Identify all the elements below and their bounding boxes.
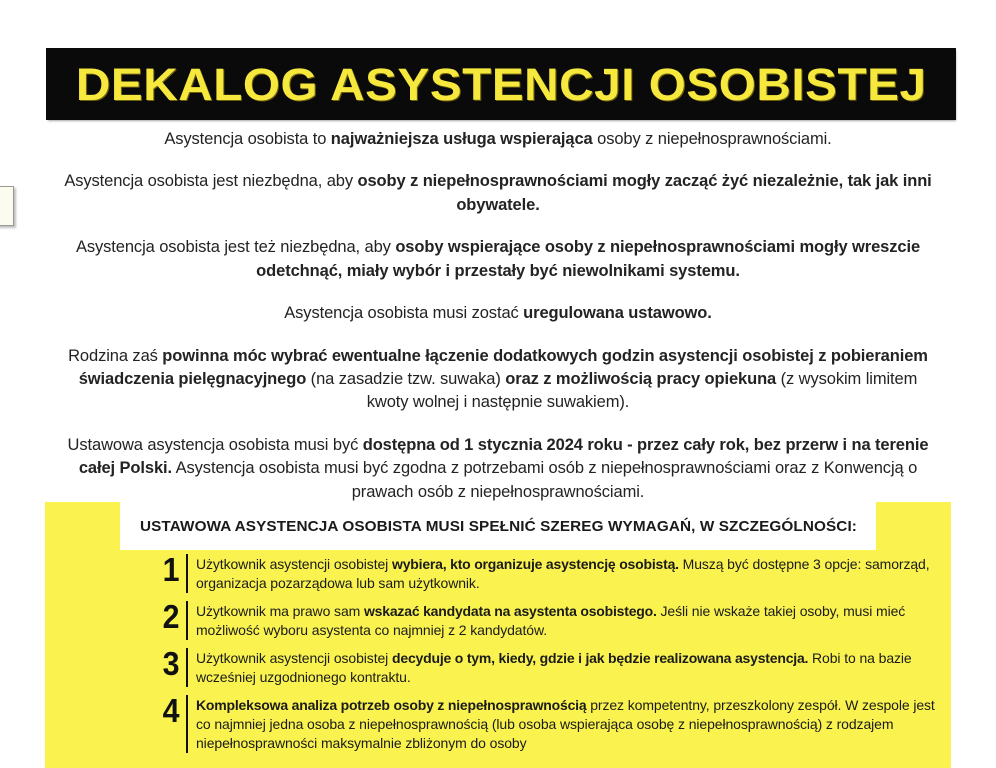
plain-text: Muszą być dostępne 3 opcje: samorząd, organizacja pozarządowa lub sam użytkownik.	[196, 556, 930, 592]
plain-text: Rodzina zaś	[68, 346, 163, 365]
plain-text: Asystencja osobista to	[164, 130, 331, 148]
plain-text: Użytkownik asystencji osobistej	[196, 556, 392, 572]
requirement-text	[196, 601, 935, 640]
emphasized-text: decyduje o tym, kiedy, gdzie i jak będzie realizowana asystencja.	[392, 650, 809, 667]
plain-text: Użytkownik asystencji osobistej	[196, 650, 392, 667]
emphasized-text: dostępna od 1 stycznia 2024 roku - przez cały rok, bez przerw i na terenie całej Polski.	[78, 435, 929, 478]
requirement-item	[145, 692, 935, 753]
title-banner	[47, 49, 955, 119]
page-title: DEKALOG ASYSTENCJI OSOBISTEJ	[75, 58, 927, 110]
intro-paragraph	[60, 170, 936, 217]
emphasized-text: najważniejsza usługa wspierająca	[330, 130, 593, 148]
plain-text: Jeśli nie wskaże takiej osoby, musi mieć możliwość wyboru asystenta co najmniej z 2 kandydatów.	[196, 603, 906, 639]
requirements-list	[145, 551, 935, 761]
intro-paragraph	[60, 236, 936, 283]
plain-text: przez kompetentny, przeszkolony zespół. W zespole jest co najmniej jedna osoba z niepełnosprawnością (lub osoba wspierająca osobę z niepełnosprawnością) z rodzajem niepełnosprawności maksymalnie zbliżonym do osoby	[196, 697, 935, 752]
requirement-number: 4	[162, 692, 180, 730]
plain-text: Asystencja osobista jest niezbędna, aby	[64, 172, 358, 191]
requirements-heading-band	[120, 502, 876, 550]
edge-popup-panel	[0, 186, 14, 226]
requirement-text	[196, 554, 935, 593]
plain-text: Asystencja osobista musi być zgodna z potrzebami osób z niepełnosprawnościami oraz z Konwencją o prawach osób z niepełnosprawnościami.	[172, 459, 918, 501]
emphasized-text: wybiera, kto organizuje asystencję osobistą.	[392, 556, 679, 572]
requirement-divider	[186, 554, 188, 593]
emphasized-text: osoby z niepełnosprawnościami mogły zacząć żyć niezależnie, tak jak inni obywatele.	[357, 172, 932, 214]
requirement-number: 3	[162, 645, 180, 683]
intro-paragraph	[60, 345, 936, 415]
emphasized-text: osoby wspierające osoby z niepełnosprawnościami mogły wreszcie odetchnąć, miały wybór i przestały być niewolnikami systemu.	[256, 238, 921, 280]
intro-paragraphs	[60, 128, 936, 504]
requirements-heading: USTAWOWA ASYSTENCJA OSOBISTA MUSI SPEŁNIĆ SZEREG WYMAGAŃ, W SZCZEGÓLNOŚCI:	[139, 517, 857, 535]
requirement-text	[196, 648, 935, 687]
plain-text: Robi to na bazie wcześniej uzgodnionego kontraktu.	[196, 650, 912, 686]
requirement-number: 1	[162, 551, 180, 588]
intro-paragraph	[60, 434, 936, 504]
requirement-item	[145, 598, 935, 640]
plain-text: osoby z niepełnosprawnościami.	[592, 130, 832, 148]
emphasized-text: powinna móc wybrać ewentualne łączenie dodatkowych godzin asystencji osobistej z pobieraniem świadczenia pielęgnacyjnego	[78, 346, 928, 388]
requirement-item	[145, 645, 935, 687]
plain-text: Ustawowa asystencja osobista musi być	[67, 435, 363, 454]
plain-text: Asystencja osobista jest też niezbędna, aby	[75, 238, 396, 257]
emphasized-text: oraz z możliwością pracy opiekuna	[505, 369, 777, 388]
plain-text: Asystencja osobista musi zostać	[284, 304, 524, 323]
intro-paragraph	[60, 128, 936, 151]
requirements-panel	[45, 502, 951, 768]
requirement-number: 2	[162, 598, 180, 636]
requirement-divider	[186, 648, 188, 687]
intro-paragraph	[60, 302, 936, 325]
emphasized-text: wskazać kandydata na asystenta osobistego.	[363, 603, 657, 620]
plain-text: (z wysokim limitem kwoty wolnej i następnie suwakiem).	[366, 369, 918, 412]
emphasized-text: Kompleksowa analiza potrzeb osoby z niepełnosprawnością	[196, 697, 587, 714]
requirement-text	[196, 695, 935, 753]
plain-text: (na zasadzie tzw. suwaka)	[306, 369, 506, 388]
emphasized-text: uregulowana ustawowo.	[523, 304, 712, 323]
plain-text: Użytkownik ma prawo sam	[196, 603, 364, 620]
requirement-item	[145, 551, 935, 593]
requirement-divider	[186, 601, 188, 640]
requirement-divider	[186, 695, 188, 753]
